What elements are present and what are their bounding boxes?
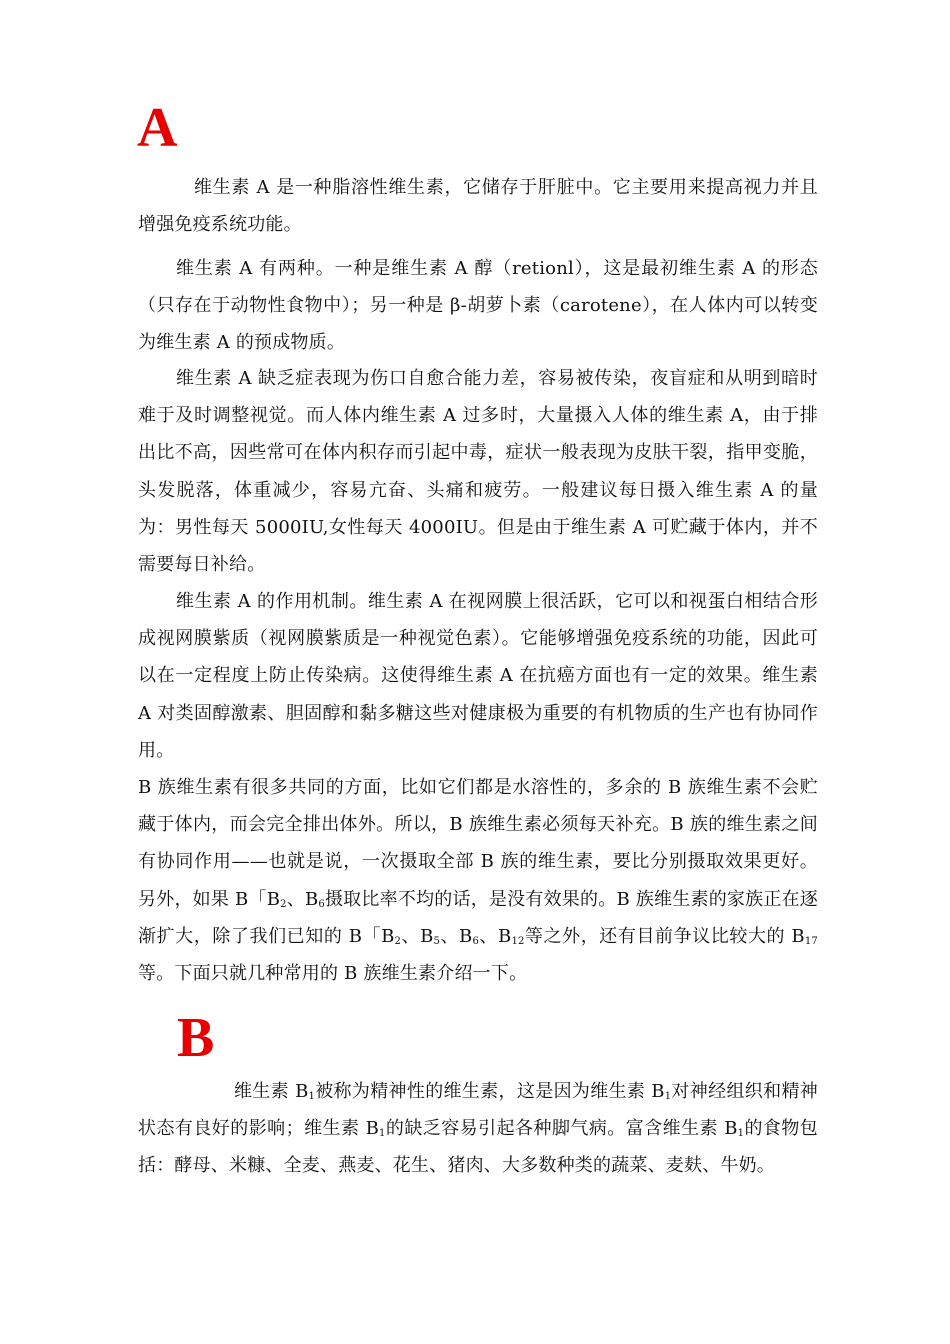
subscript: 1 xyxy=(379,1128,386,1140)
text-run: 、B xyxy=(479,925,512,947)
subscript: 2 xyxy=(394,935,402,947)
text-run: 、B xyxy=(286,888,319,910)
subscript: 17 xyxy=(804,935,818,947)
subscript: 2 xyxy=(280,898,287,910)
subscript: 6 xyxy=(318,898,325,910)
subscript: 5 xyxy=(433,935,441,947)
text-run: 等之外，还有目前争议比较大的 B xyxy=(524,925,805,947)
subscript: 6 xyxy=(472,935,480,947)
text-run: 、B xyxy=(401,925,434,947)
text-run: 的食物包括：酵母、米糠、全麦、燕麦、花生、猪肉、大多数种类的蔬菜、麦麸、牛奶。 xyxy=(138,1118,818,1177)
subscript: 12 xyxy=(511,935,525,947)
paragraph-b-group-intro xyxy=(138,769,818,992)
section-heading-a: A xyxy=(137,97,178,159)
paragraph-vitamin-a-mechanism: 维生素 A 的作用机制。维生素 A 在视网膜上很活跃，它可以和视蛋白相结合形成视网膜紫质（视网膜紫质是一种视觉色素）。它能够增强免疫系统的功能，因此可以在一定程度上防止传染病。这使得维生素 A 在抗癌方面也有一定的效果。维生素 A 对类固醇激素、胆固醇和黏多糖这些对健康极为重要的有机物质的生产也有协同作用。 xyxy=(138,591,818,761)
paragraph-vitamin-a-deficiency: 维生素 A 缺乏症表现为伤口自愈合能力差，容易被传染，夜盲症和从明到暗时难于及时调整视觉。而人体内维生素 A 过多时，大量摄入人体的维生素 A，由于排出比不高，因些常可在体内积存而引起中毒，症状一般表现为皮肤干裂，指甲变脆，头发脱落，体重减少，容易亢奋、头痛和疲劳。一般建议每日摄入维生素 A 的量为：男性每天 5000IU,女性每天 4000IU。但是由于维生素 A 可贮藏于体内，并不需要每日补给。 xyxy=(138,368,818,576)
text-run: 、B xyxy=(440,925,473,947)
subscript: 1 xyxy=(664,1091,672,1102)
paragraph-vitamin-b1 xyxy=(138,1073,818,1185)
subscript: 1 xyxy=(737,1128,745,1140)
subscript: 1 xyxy=(308,1091,316,1102)
text-run: 摄取比率不均的话，是没有效果的。B 族维生素的家族正在逐渐扩大，除了我们已知的 B「B xyxy=(138,888,818,947)
paragraph-vitamin-a-types: 维生素 A 有两种。一种是维生素 A 醇（retionl），这是最初维生素 A 的形态（只存在于动物性食物中）；另一种是 β-胡萝卜素（carotene），在人体内可以转变为维生素 A 的预成物质。 xyxy=(138,258,818,354)
text-run: B 族维生素有很多共同的方面，比如它们都是水溶性的，多余的 B 族维生素不会贮藏于体内，而会完全排出体外。所以，B 族维生素必须每天补充。B 族的维生素之间有协同作用——也就是说，一次摄取全部 B 族的维生素，要比分别摄取效果更好。另外，如果 B「B xyxy=(138,777,818,910)
text-run: 的缺乏容易引起各种脚气病。富含维生素 B xyxy=(385,1118,738,1140)
text-run: 被称为精神性的维生素，这是因为维生素 B xyxy=(315,1081,665,1102)
text-run: 对神经组织和精神状态有良好的影响；维生素 B xyxy=(138,1081,818,1140)
section-heading-b: B xyxy=(177,1007,215,1069)
text-run: 等。下面只就几种常用的 B 族维生素介绍一下。 xyxy=(138,963,528,985)
text-run: 维生素 B xyxy=(234,1081,309,1102)
paragraph-vitamin-a-intro: 维生素 A 是一种脂溶性维生素，它储存于肝脏中。它主要用来提高视力并且增强免疫系统功能。 xyxy=(138,177,818,236)
